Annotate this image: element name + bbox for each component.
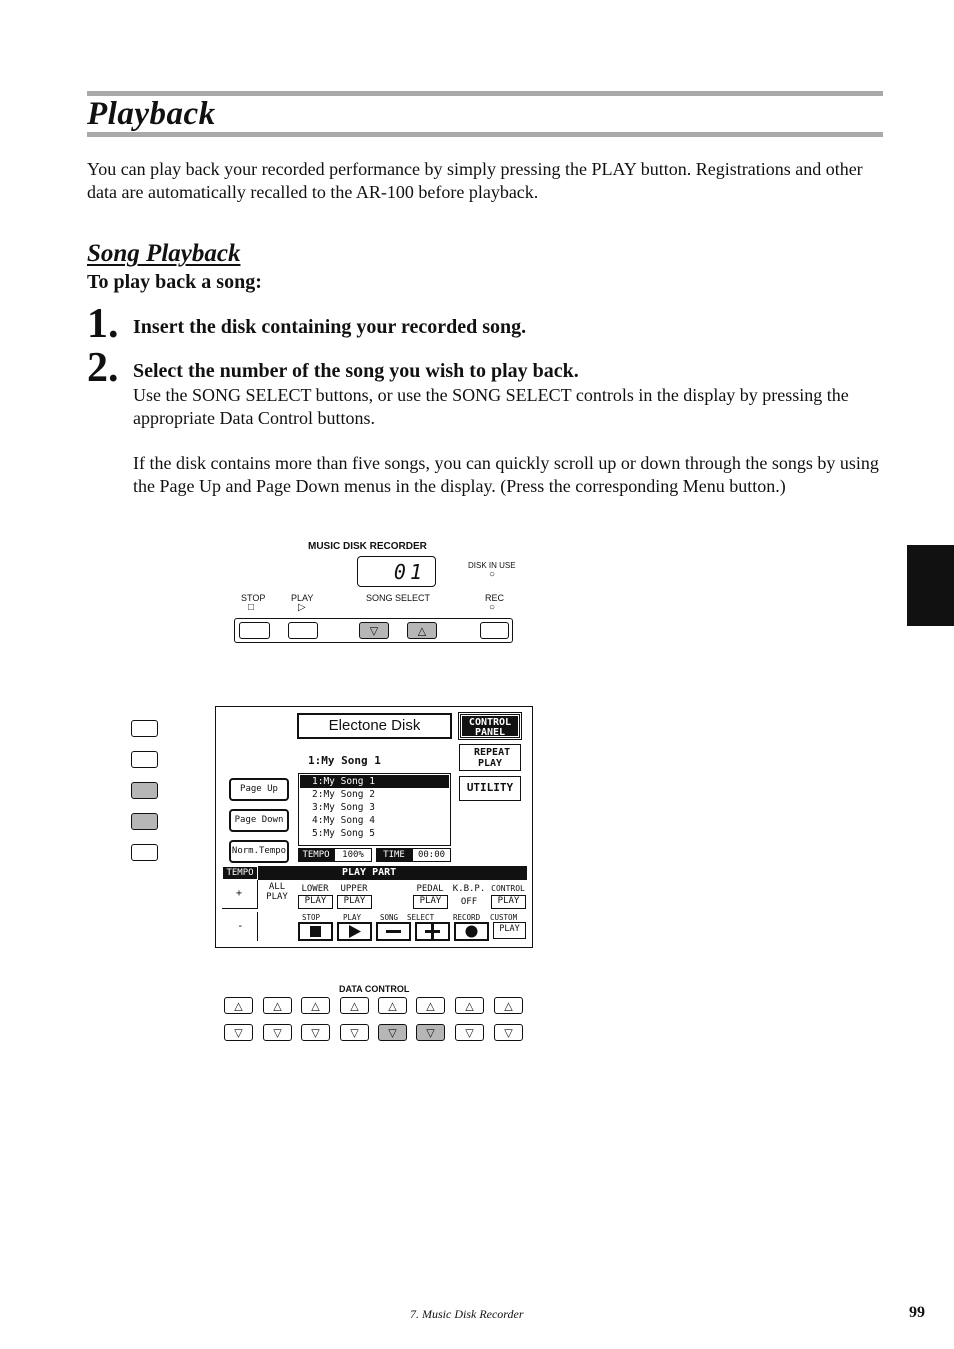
electone-disk-screen <box>215 706 533 948</box>
current-song-name: 1:My Song 1 <box>308 754 381 767</box>
norm-tempo-menu[interactable] <box>229 840 289 863</box>
up-triangle-icon: △ <box>388 999 397 1012</box>
up-triangle-icon: △ <box>350 999 359 1012</box>
kbp-value[interactable]: OFF <box>460 897 478 907</box>
rec-button[interactable] <box>480 622 509 639</box>
time-status-label: TIME <box>376 848 412 862</box>
pedal-play-toggle[interactable] <box>413 895 448 909</box>
up-triangle-icon: △ <box>504 999 513 1012</box>
step-1-text: Insert the disk containing your recorded song. <box>133 316 527 338</box>
song-number-display <box>357 556 436 587</box>
lower-play-toggle[interactable] <box>298 895 333 909</box>
disk-in-use-led-icon: ○ <box>489 569 496 580</box>
page-up-label: Page Up <box>240 784 278 794</box>
up-triangle-icon: △ <box>273 999 282 1012</box>
stop-label: STOP <box>241 593 266 603</box>
down-triangle-icon: ▽ <box>311 1026 320 1039</box>
up-triangle-icon: △ <box>465 999 474 1012</box>
song-select-up-button[interactable] <box>407 622 437 639</box>
screen-record-button[interactable] <box>454 922 489 941</box>
data-control-up-button-4[interactable] <box>340 997 369 1014</box>
data-control-down-button-3[interactable] <box>301 1024 330 1041</box>
screen-title-box <box>297 713 452 739</box>
subheading: To play back a song: <box>87 271 262 293</box>
data-control-down-button-8[interactable] <box>494 1024 523 1041</box>
down-triangle-icon: ▽ <box>273 1026 282 1039</box>
song-list-item-selected[interactable]: 1:My Song 1 <box>300 775 449 788</box>
data-control-up-button-5[interactable] <box>378 997 407 1014</box>
song-list-item[interactable]: 5:My Song 5 <box>312 828 375 839</box>
screen-song-select-plus-button[interactable] <box>415 922 450 941</box>
screen-custom-label: CUSTOM <box>490 913 518 922</box>
step-2-paragraph-1: Use the SONG SELECT buttons, or use the SONG SELECT controls in the display by pressing the appropriate Data Control buttons. <box>133 385 849 428</box>
control-panel-menu[interactable] <box>459 713 521 739</box>
control-play-value: PLAY <box>497 896 520 906</box>
down-triangle-icon: ▽ <box>504 1026 513 1039</box>
data-control-down-button-1[interactable] <box>224 1024 253 1041</box>
upper-play-toggle[interactable] <box>337 895 372 909</box>
plus-icon <box>417 924 448 939</box>
song-list-item[interactable]: 2:My Song 2 <box>312 789 375 800</box>
data-control-down-button-2[interactable] <box>263 1024 292 1041</box>
screen-select-label: SELECT <box>407 913 435 922</box>
up-triangle-icon: △ <box>311 999 320 1012</box>
down-triangle-icon: ▽ <box>350 1026 359 1039</box>
down-triangle-icon: ▽ <box>388 1026 397 1039</box>
down-triangle-icon: ▽ <box>234 1026 243 1039</box>
repeat-play-label: REPEAT PLAY <box>474 747 511 769</box>
page-title: Playback <box>87 96 216 132</box>
play-part-header-bar <box>222 866 527 880</box>
chapter-side-tab <box>907 545 954 626</box>
control-part-label: CONTROL <box>491 884 525 893</box>
song-list <box>298 773 451 846</box>
tempo-minus-cell[interactable] <box>222 912 258 941</box>
utility-menu[interactable] <box>459 776 521 801</box>
title-rule-bottom <box>87 132 883 137</box>
disk-in-use-label: DISK IN USE <box>468 561 516 570</box>
section-title: Song Playback <box>87 240 241 267</box>
menu-button-3[interactable] <box>131 782 158 799</box>
tempo-plus-cell[interactable] <box>222 880 258 909</box>
norm-tempo-label: Norm.Tempo <box>231 846 287 856</box>
page-down-label: Page Down <box>234 815 284 825</box>
data-control-down-button-4[interactable] <box>340 1024 369 1041</box>
stop-square-icon <box>300 924 331 939</box>
footer-chapter: 7. Music Disk Recorder <box>410 1307 524 1321</box>
up-triangle-icon: △ <box>417 624 427 637</box>
data-control-down-button-7[interactable] <box>455 1024 484 1041</box>
time-status-value: 00:00 <box>412 848 451 862</box>
stop-square-icon: □ <box>248 602 255 613</box>
repeat-play-menu[interactable] <box>459 744 521 771</box>
lower-part-label: LOWER <box>301 884 329 894</box>
up-triangle-icon: △ <box>234 999 243 1012</box>
control-panel-label: CONTROL PANEL <box>468 717 512 738</box>
song-list-item[interactable]: 4:My Song 4 <box>312 815 375 826</box>
song-select-down-button[interactable] <box>359 622 389 639</box>
control-play-toggle[interactable] <box>491 895 526 909</box>
song-list-item[interactable]: 3:My Song 3 <box>312 802 375 813</box>
play-button[interactable] <box>288 622 318 639</box>
utility-label: UTILITY <box>466 781 514 794</box>
custom-play-label: PLAY <box>499 924 520 934</box>
play-triangle-icon: ▷ <box>298 602 306 613</box>
data-control-up-button-2[interactable] <box>263 997 292 1014</box>
screen-stop-label: STOP <box>302 913 321 922</box>
lower-play-value: PLAY <box>304 896 327 906</box>
all-play-option[interactable]: ALL PLAY <box>266 882 288 902</box>
tempo-header: TEMPO <box>222 866 258 880</box>
data-control-up-button-1[interactable] <box>224 997 253 1014</box>
pedal-part-label: PEDAL <box>416 884 444 894</box>
data-control-down-button-5[interactable] <box>378 1024 407 1041</box>
data-control-title: DATA CONTROL <box>339 984 410 994</box>
tempo-plus: + <box>236 888 243 899</box>
minus-icon <box>378 924 409 939</box>
tempo-status-label: TEMPO <box>298 848 334 862</box>
song-number-value: 01 <box>393 560 426 584</box>
rec-led-icon: ○ <box>489 602 496 613</box>
data-control-up-button-7[interactable] <box>455 997 484 1014</box>
screen-play-label: PLAY <box>343 913 362 922</box>
pedal-play-value: PLAY <box>419 896 442 906</box>
tempo-status-value: 100% <box>334 848 372 862</box>
down-triangle-icon: ▽ <box>369 624 379 637</box>
upper-part-label: UPPER <box>340 884 368 894</box>
play-triangle-icon <box>339 924 370 939</box>
screen-song-select-minus-button[interactable] <box>376 922 411 941</box>
upper-play-value: PLAY <box>343 896 366 906</box>
kbp-part-label: K.B.P. <box>452 884 486 894</box>
data-control-down-button-6[interactable] <box>416 1024 445 1041</box>
menu-button-1[interactable] <box>131 720 158 737</box>
page-number: 99 <box>909 1304 925 1321</box>
step-2-paragraph-2: If the disk contains more than five songs, you can quickly scroll up or down through the songs by using the Page Up and Page Down menus in the display. (Press the corresponding Menu button.) <box>133 453 879 496</box>
data-control-up-button-6[interactable] <box>416 997 445 1014</box>
page-down-menu[interactable] <box>229 809 289 832</box>
menu-button-4[interactable] <box>131 813 158 830</box>
screen-title: Electone Disk <box>328 717 421 734</box>
tempo-minus: - <box>237 919 244 932</box>
page-up-menu[interactable] <box>229 778 289 801</box>
play-part-header: PLAY PART <box>342 867 397 878</box>
screen-song-label: SONG <box>380 913 399 922</box>
menu-button-2[interactable] <box>131 751 158 768</box>
up-triangle-icon: △ <box>426 999 435 1012</box>
screen-record-label: RECORD <box>453 913 481 922</box>
rec-label: REC <box>485 593 505 603</box>
step-2-number: 2. <box>87 345 119 391</box>
play-label: PLAY <box>291 593 314 603</box>
tempo-time-status <box>298 848 451 862</box>
data-control-up-button-3[interactable] <box>301 997 330 1014</box>
intro-paragraph: You can play back your recorded performance by simply pressing the PLAY button. Registrations and other data are automatically recalled to the AR-100 before playback. <box>87 159 863 202</box>
recorder-button-strip <box>234 618 513 643</box>
screen-play-button[interactable] <box>337 922 372 941</box>
recorder-title: MUSIC DISK RECORDER <box>308 541 427 552</box>
step-1-number: 1. <box>87 301 119 347</box>
menu-button-5[interactable] <box>131 844 158 861</box>
step-2-text: Select the number of the song you wish to play back. <box>133 360 579 382</box>
down-triangle-icon: ▽ <box>426 1026 435 1039</box>
screen-custom-play-button[interactable] <box>493 922 526 939</box>
stop-button[interactable] <box>239 622 270 639</box>
song-select-label: SONG SELECT <box>366 593 431 603</box>
data-control-up-button-8[interactable] <box>494 997 523 1014</box>
screen-stop-button[interactable] <box>298 922 333 941</box>
down-triangle-icon: ▽ <box>465 1026 474 1039</box>
record-dot-icon <box>456 924 487 939</box>
